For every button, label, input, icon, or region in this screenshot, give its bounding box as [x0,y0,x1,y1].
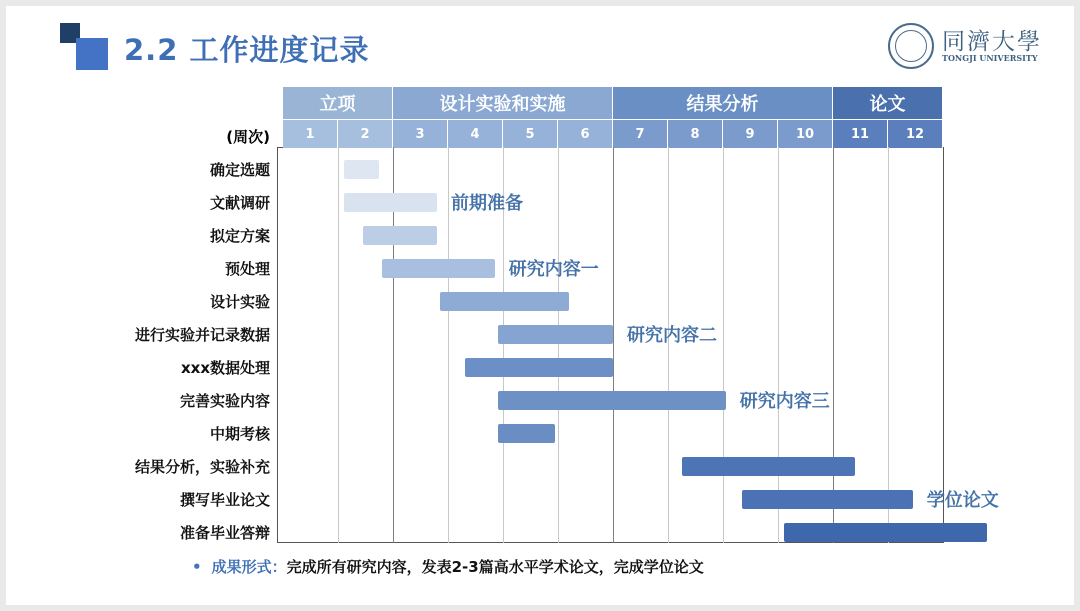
grid-line [778,147,779,543]
phase-header: 结果分析 [613,87,833,119]
task-label: 文献调研 [209,194,270,212]
grid-line [613,147,614,543]
grid-line [723,147,724,543]
week-axis-label: (周次) [226,128,270,146]
task-bar [498,325,614,344]
task-bar [784,523,988,542]
phase-header: 设计实验和实施 [393,87,613,119]
task-bar [498,424,556,443]
task-label: 中期考核 [209,425,270,443]
university-logo [886,21,1041,81]
title-decoration-blue [76,38,108,70]
task-label: 确定选题 [209,161,270,179]
week-number: 12 [888,120,943,148]
task-bar [742,490,913,509]
task-bar [382,259,495,278]
week-number: 11 [833,120,888,148]
achievement-note [192,556,704,577]
phase-annotation: 研究内容三 [739,391,830,412]
task-label: 结果分析，实验补充 [134,458,270,476]
task-label: 预处理 [224,260,270,278]
task-bar [363,226,437,245]
grid-line [448,147,449,543]
phase-annotation: 前期准备 [451,193,523,214]
week-number: 9 [723,120,778,148]
week-number: 6 [558,120,613,148]
task-bar [440,292,569,311]
task-label: 完善实验内容 [179,392,270,410]
slide-title: 2.2 工作进度记录 [124,33,370,67]
logo-chinese-name: 同濟大學 [942,29,1042,55]
phase-header: 立项 [283,87,393,119]
task-label: 进行实验并记录数据 [134,326,270,344]
grid-line [558,147,559,543]
task-label: 设计实验 [209,293,270,311]
week-number: 10 [778,120,833,148]
phase-annotation: 研究内容二 [627,325,717,346]
task-bar [344,160,380,179]
phase-annotation: 研究内容一 [508,259,599,280]
grid-line [833,147,834,543]
logo-english-name: TONGJI UNIVERSITY [942,53,1038,63]
task-bar [465,358,614,377]
week-number: 3 [393,120,448,148]
grid-line [888,147,889,543]
grid-line [338,147,339,543]
phase-header: 论文 [833,87,943,119]
week-number: 2 [338,120,393,148]
task-label: 拟定方案 [209,227,270,245]
week-number: 8 [668,120,723,148]
task-label: 准备毕业答辩 [179,524,270,542]
week-number: 5 [503,120,558,148]
task-label: 撰写毕业论文 [179,491,270,509]
task-bar [498,391,726,410]
week-number: 1 [283,120,338,148]
achievement-value: 完成所有研究内容，发表2-3篇高水平学术论文，完成学位论文 [286,558,704,576]
week-number: 4 [448,120,503,148]
task-label: xxx数据处理 [180,359,270,377]
task-bar [344,193,438,212]
phase-annotation: 学位论文 [926,490,999,511]
week-number: 7 [613,120,668,148]
task-bar [682,457,855,476]
achievement-key: 成果形式： [211,558,287,576]
bullet-icon: • [192,558,202,576]
university-seal-icon [888,23,934,69]
